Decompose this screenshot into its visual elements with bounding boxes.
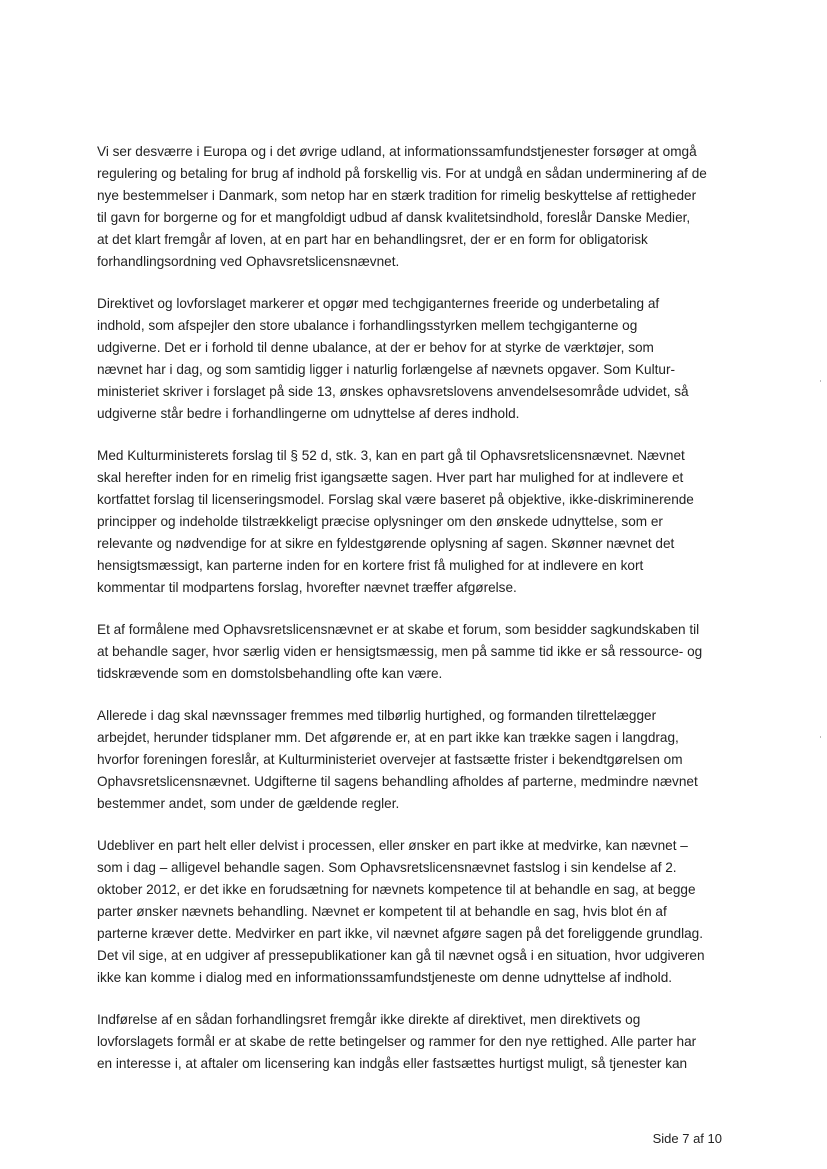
- paragraph: [97, 835, 737, 989]
- text-line: til gavn for borgerne og for et mangfoldigt udbud af dansk kvalitetsindhold, foreslår Danske Medier,: [97, 210, 691, 225]
- paragraph: [97, 293, 737, 425]
- page-number-text: Side 7 af 10: [652, 1131, 722, 1146]
- text-line: kortfattet forslag til licenseringsmodel. Forslag skal være baseret på objektive, ikke-diskriminerende: [97, 492, 694, 507]
- text-line: kommentar til modpartens forslag, hvorefter nævnet træffer afgørelse.: [97, 580, 517, 595]
- margin-mark: [820, 736, 821, 738]
- text-line: Det vil sige, at en udgiver af pressepublikationer kan gå til nævnet også i en situation, hvor udgiveren: [97, 948, 705, 963]
- paragraph: [97, 445, 737, 599]
- text-line: relevante og nødvendige for at sikre en fyldestgørende oplysning af sagen. Skønner nævnet det: [97, 536, 675, 551]
- text-line: hensigtsmæssigt, kan parterne inden for en kortere frist få mulighed for at indlevere en kort: [97, 558, 644, 573]
- paragraph: [97, 1009, 737, 1075]
- text-line: at det klart fremgår af loven, at en part har en behandlingsret, der er en form for obligatorisk: [97, 232, 648, 247]
- text-line: ikke kan komme i dialog med en informationssamfundstjeneste om denne udnyttelse af indhold.: [97, 970, 673, 985]
- text-line: Direktivet og lovforslaget markerer et opgør med techgiganternes freeride og underbetaling af: [97, 296, 660, 311]
- text-line: skal herefter inden for en rimelig frist igangsætte sagen. Hver part har mulighed for at indlevere et: [97, 470, 684, 485]
- text-line: Vi ser desværre i Europa og i det øvrige udland, at informationssamfundstjenester forsøger at omgå: [97, 144, 697, 159]
- text-line: principper og indeholde tilstrækkeligt præcise oplysninger om den ønskede udnyttelse, som er: [97, 514, 663, 529]
- text-line: regulering og betaling for brug af indhold på forskellig vis. For at undgå en sådan underminering af de: [97, 166, 707, 181]
- text-line: lovforslagets formål er at skabe de rette betingelser og rammer for den nye rettighed. Alle parter har: [97, 1034, 697, 1049]
- text-line: ministeriet skriver i forslaget på side 13, ønskes ophavsretslovens anvendelsesområde udvidet, så: [97, 384, 689, 399]
- text-line: nye bestemmelser i Danmark, som netop har en stærk tradition for rimelig beskyttelse af rettigheder: [97, 188, 697, 203]
- text-line: Et af formålene med Ophavsretslicensnævnet er at skabe et forum, som besidder sagkundskaben til: [97, 622, 700, 637]
- text-line: parter ønsker nævnets behandling. Nævnet er kompetent til at behandle en sag, hvis blot én af: [97, 904, 667, 919]
- text-line: arbejdet, herunder tidsplaner mm. Det afgørende er, at en part ikke kan trække sagen i langdrag,: [97, 730, 679, 745]
- margin-mark: [820, 380, 821, 382]
- text-line: oktober 2012, er det ikke en forudsætning for nævnets kompetence til at behandle en sag, at begge: [97, 882, 696, 897]
- text-line: parterne kræver dette. Medvirker en part ikke, vil nævnet afgøre sagen på det foreliggende grundlag.: [97, 926, 704, 941]
- text-line: som i dag – alligevel behandle sagen. Som Ophavsretslicensnævnet fastslog i sin kendelse af 2.: [97, 860, 677, 875]
- text-line: udgiverne. Det er i forhold til denne ubalance, at der er behov for at styrke de værktøjer, som: [97, 340, 654, 355]
- text-line: tidskrævende som en domstolsbehandling ofte kan være.: [97, 666, 443, 681]
- text-line: Indførelse af en sådan forhandlingsret fremgår ikke direkte af direktivet, men direktivets og: [97, 1012, 641, 1027]
- text-line: nævnet har i dag, og som samtidig ligger i naturlig forlængelse af nævnets opgaver. Som Kultur-: [97, 362, 676, 377]
- text-line: udgiverne står bedre i forhandlingerne om udnyttelse af deres indhold.: [97, 406, 520, 421]
- paragraph: [97, 619, 737, 685]
- text-line: at behandle sager, hvor særlig viden er hensigtsmæssig, men på samme tid ikke er så ressource- og: [97, 644, 703, 659]
- text-line: Udebliver en part helt eller delvist i processen, eller ønsker en part ikke at medvirke, kan nævnet –: [97, 838, 688, 853]
- document-body: [97, 141, 737, 1095]
- text-line: bestemmer andet, som under de gældende regler.: [97, 796, 400, 811]
- paragraph: [97, 141, 737, 273]
- paragraph: [97, 705, 737, 815]
- text-line: Ophavsretslicensnævnet. Udgifterne til sagens behandling afholdes af parterne, medmindre nævnet: [97, 774, 698, 789]
- page-number: [653, 1131, 722, 1146]
- text-line: indhold, som afspejler den store ubalance i forhandlingsstyrken mellem techgiganterne og: [97, 318, 638, 333]
- text-line: Med Kulturministerets forslag til § 52 d, stk. 3, kan en part gå til Ophavsretslicensnævnet. Nævnet: [97, 448, 685, 463]
- text-line: forhandlingsordning ved Ophavsretslicensnævnet.: [97, 254, 400, 269]
- text-line: Allerede i dag skal nævnssager fremmes med tilbørlig hurtighed, og formanden tilrettelægger: [97, 708, 657, 723]
- text-line: hvorfor foreningen foreslår, at Kulturministeriet overvejer at fastsætte frister i bekendtgørelsen om: [97, 752, 683, 767]
- text-line: en interesse i, at aftaler om licensering kan indgås eller fastsættes hurtigst muligt, så tjenester kan: [97, 1056, 688, 1071]
